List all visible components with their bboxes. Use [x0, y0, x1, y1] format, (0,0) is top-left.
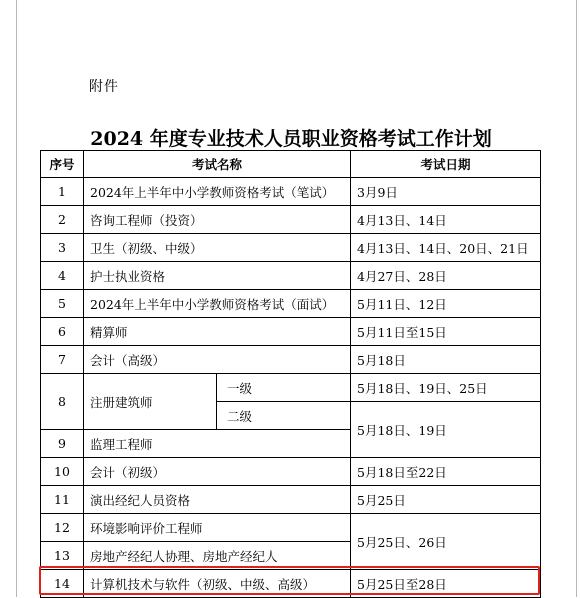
row-exam-name: 环境影响评价工程师	[84, 514, 351, 542]
table-row	[41, 514, 541, 542]
row-no: 4	[41, 262, 84, 290]
row-exam-name: 房地产经纪人协理、房地产经纪人	[84, 542, 351, 570]
row-exam-date: 4月27日、28日	[351, 262, 541, 290]
header-exam-date: 考试日期	[351, 151, 541, 178]
row-exam-date: 5月18日、19日、25日	[351, 374, 541, 402]
row-exam-date: 3月9日	[351, 178, 541, 206]
table-row	[41, 206, 541, 234]
row-exam-date: 5月25日、26日	[351, 514, 541, 570]
table-row	[41, 458, 541, 486]
row-no: 3	[41, 234, 84, 262]
row-exam-name: 护士执业资格	[84, 262, 351, 290]
row-exam-date: 5月25日至28日	[351, 570, 541, 598]
page-edge-left	[16, 0, 17, 597]
header-no: 序号	[41, 151, 84, 178]
row-exam-level: 二级	[217, 402, 351, 430]
row-exam-name: 卫生（初级、中级）	[84, 234, 351, 262]
row-exam-date: 4月13日、14日	[351, 206, 541, 234]
document-title: 2024 年度专业技术人员职业资格考试工作计划	[90, 128, 492, 150]
header-exam-name: 考试名称	[84, 151, 351, 178]
table-row	[41, 346, 541, 374]
row-exam-date: 5月18日至22日	[351, 458, 541, 486]
row-no: 6	[41, 318, 84, 346]
page-edge-right	[576, 0, 577, 597]
table-header-row	[41, 151, 541, 178]
row-exam-name: 演出经纪人员资格	[84, 486, 351, 514]
row-exam-name: 会计（高级）	[84, 346, 351, 374]
highlight-box	[39, 566, 540, 595]
attachment-label: 附件	[89, 79, 119, 95]
table-row	[41, 290, 541, 318]
table-row	[41, 262, 541, 290]
row-no: 7	[41, 346, 84, 374]
row-no: 11	[41, 486, 84, 514]
row-no: 14	[41, 570, 84, 598]
row-exam-date: 5月18日、19日	[351, 402, 541, 458]
row-exam-name: 咨询工程师（投资）	[84, 206, 351, 234]
row-exam-name: 会计（初级）	[84, 458, 351, 486]
row-no: 1	[41, 178, 84, 206]
row-exam-name: 2024年上半年中小学教师资格考试（面试）	[84, 290, 351, 318]
row-exam-name: 注册建筑师	[84, 374, 217, 430]
exam-schedule-table	[40, 150, 541, 598]
row-exam-date: 5月18日	[351, 346, 541, 374]
row-exam-name: 精算师	[84, 318, 351, 346]
row-exam-date: 5月11日至15日	[351, 318, 541, 346]
table-row	[41, 374, 541, 402]
row-no: 12	[41, 514, 84, 542]
table-row	[41, 234, 541, 262]
row-no: 10	[41, 458, 84, 486]
table-row	[41, 486, 541, 514]
row-no: 13	[41, 542, 84, 570]
row-exam-date: 5月25日	[351, 486, 541, 514]
row-exam-date: 4月13日、14日、20日、21日	[351, 234, 541, 262]
row-exam-date: 5月11日、12日	[351, 290, 541, 318]
row-no: 8	[41, 374, 84, 430]
row-exam-level: 一级	[217, 374, 351, 402]
table-row	[41, 178, 541, 206]
row-exam-name: 2024年上半年中小学教师资格考试（笔试）	[84, 178, 351, 206]
row-no: 9	[41, 430, 84, 458]
row-no: 5	[41, 290, 84, 318]
row-no: 2	[41, 206, 84, 234]
row-exam-name: 监理工程师	[84, 430, 351, 458]
row-exam-name: 计算机技术与软件（初级、中级、高级）	[84, 570, 351, 598]
table-row	[41, 318, 541, 346]
